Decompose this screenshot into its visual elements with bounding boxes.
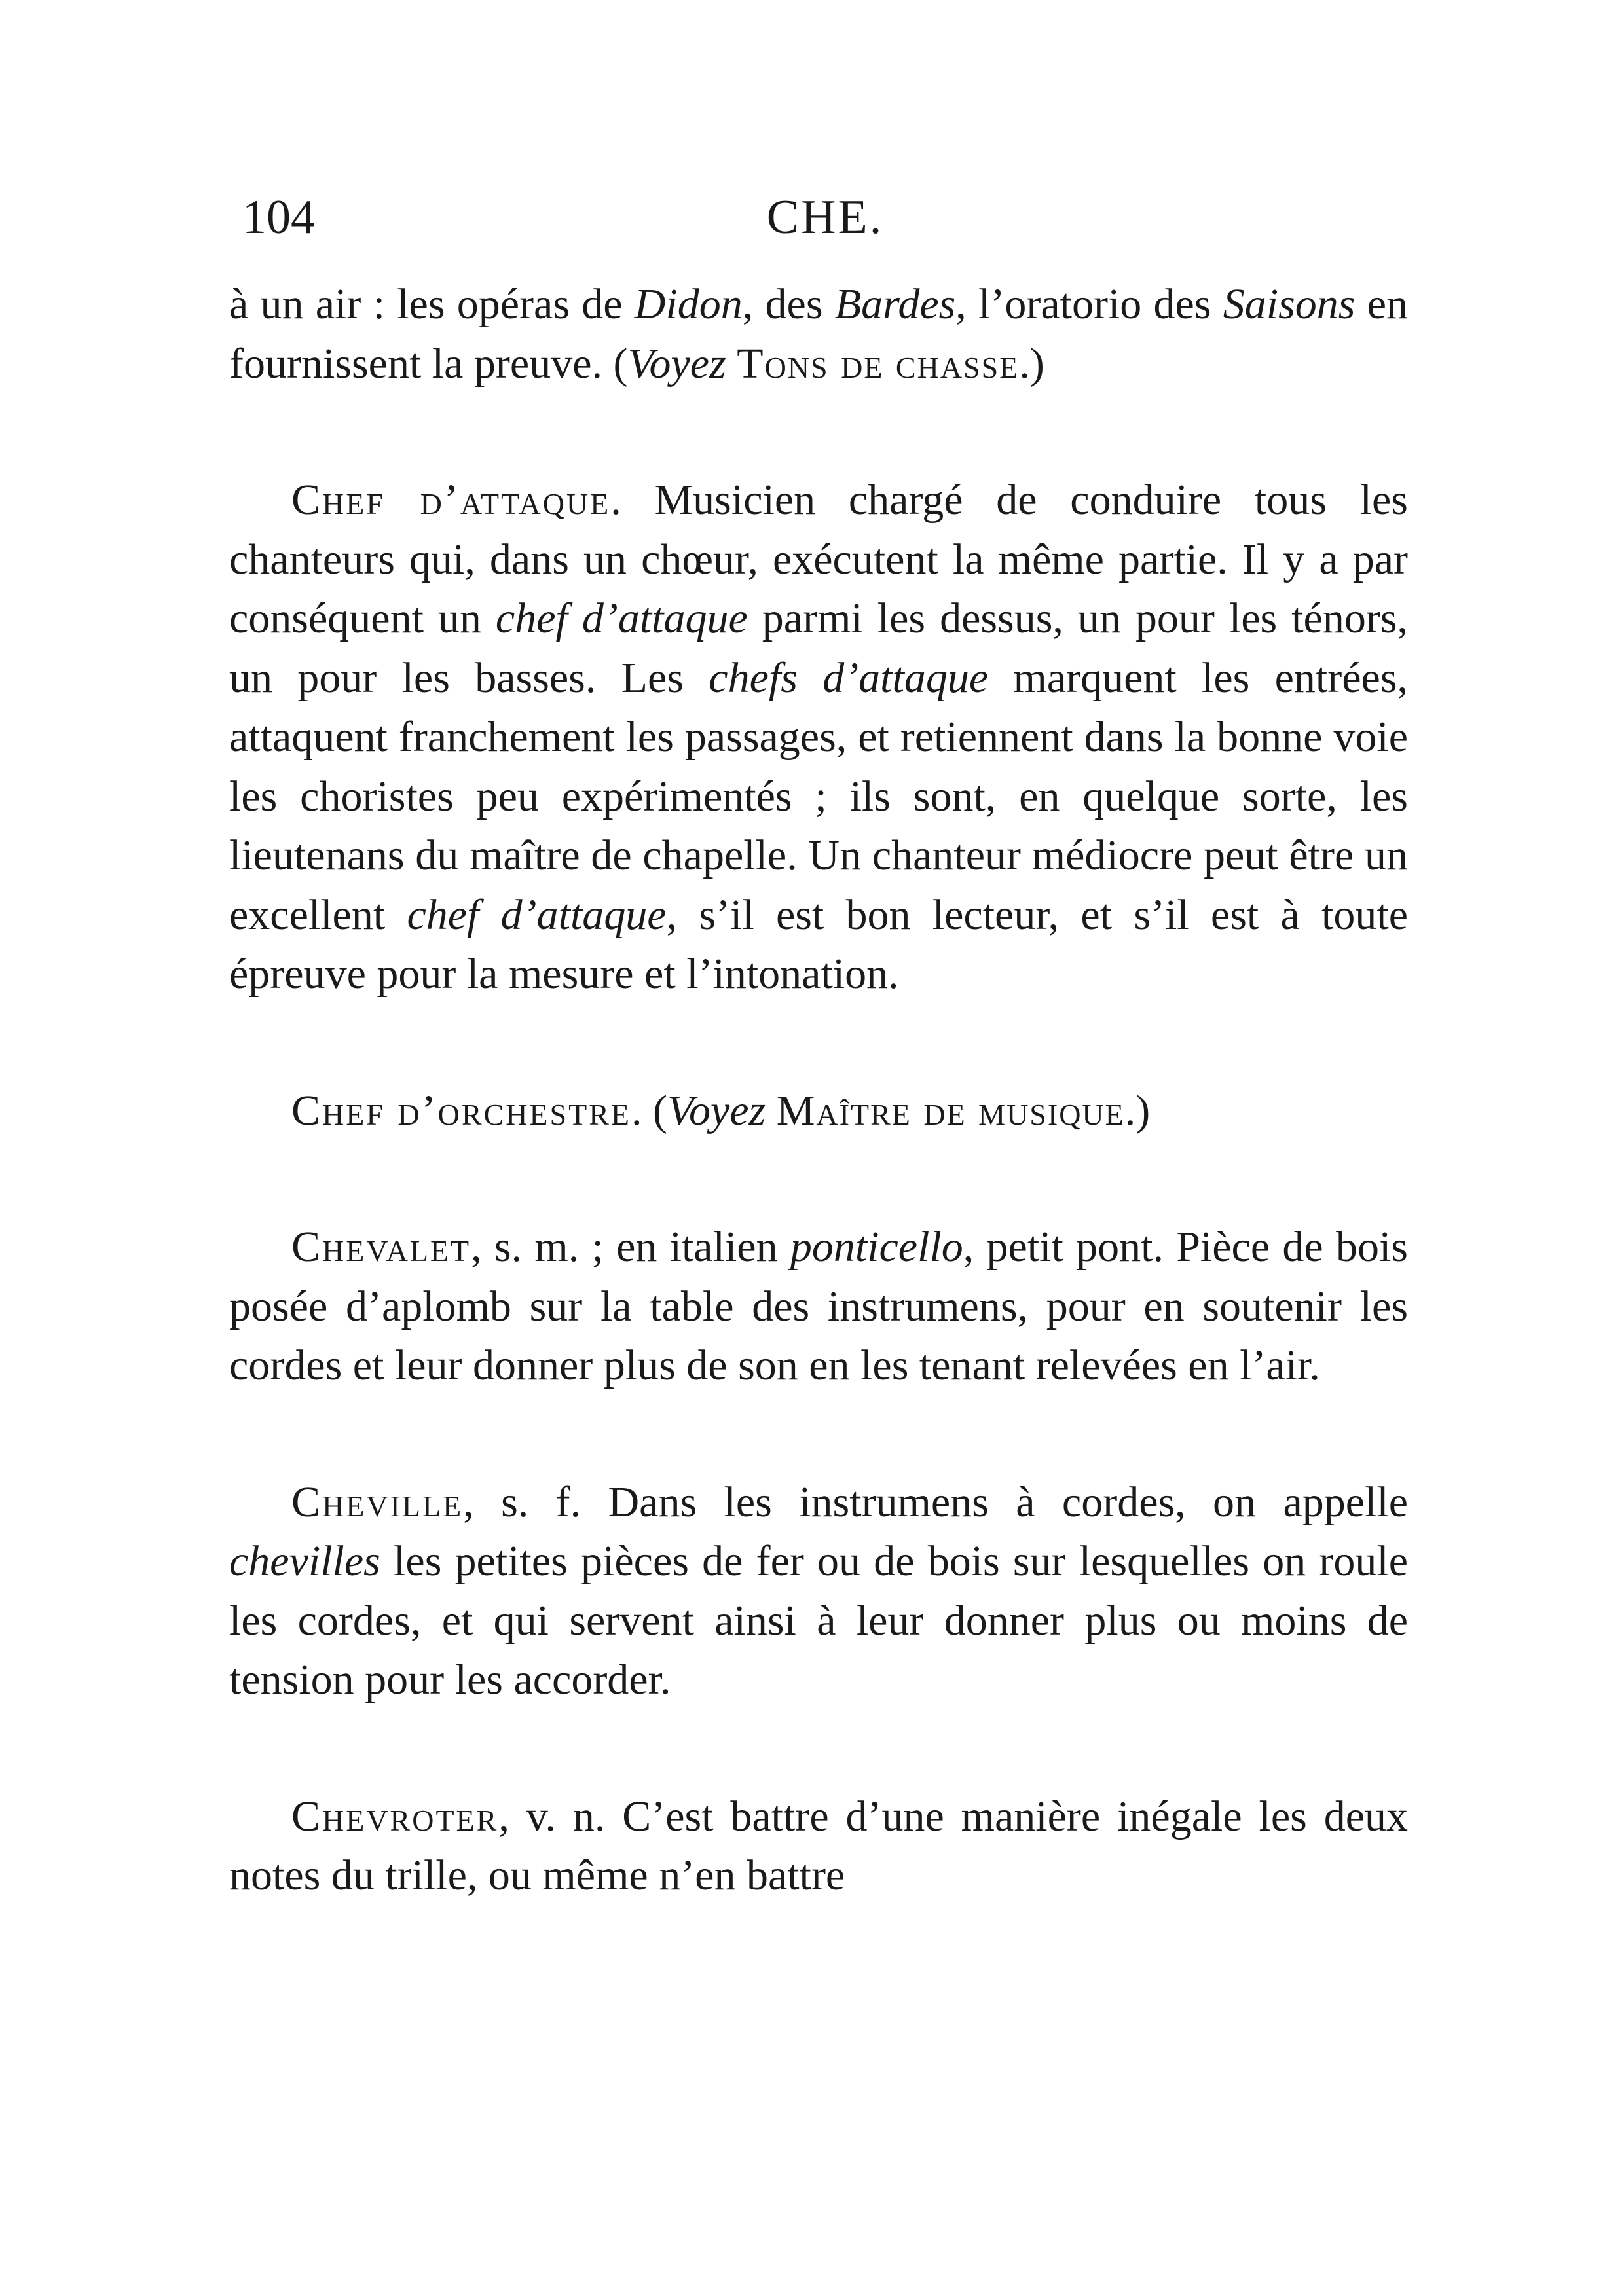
entry-headword: Chevroter: [291, 1792, 499, 1840]
text-segment: , des: [742, 280, 835, 328]
text-segment: . Musicien chargé de conduire tous les chanteurs qui, dans un chœur, exécutent la même partie. Il y a par conséquent un: [229, 476, 1408, 642]
text-segment: à un air : les opéras de: [229, 280, 635, 328]
text-segment: marquent les entrées, attaquent franchement les passages, et retiennent dans la bonne voie les choristes peu expérimentés ; ils sont, en quelque sorte, les lieutenans du maître de chapelle. Un chanteur médiocre peut être un excellent: [229, 653, 1409, 939]
text-segment: , s. m. ; en italien: [471, 1223, 790, 1271]
running-title: CHE.: [766, 191, 884, 244]
entry-headword: Chef d’attaque: [291, 476, 611, 524]
continuation-paragraph: [229, 275, 1408, 393]
text-segment: . (: [631, 1086, 667, 1135]
entry-chef-d-attaque: [229, 471, 1408, 1004]
text-segment: , l’oratorio des: [955, 280, 1223, 328]
page-text: [229, 275, 1408, 1906]
entry-headword: Cheville: [291, 1478, 464, 1526]
text-segment: en fournissent la preuve. (: [229, 280, 1409, 388]
italic-term: chevilles: [229, 1537, 380, 1585]
running-head: [242, 190, 1408, 249]
text-segment: [766, 1087, 777, 1135]
entry-chef-d-orchestre: [229, 1082, 1408, 1141]
text-segment: .): [1019, 339, 1044, 388]
text-segment: , v. n. C’est battre d’une manière inégale les deux notes du trille, ou même n’en battre: [229, 1792, 1408, 1899]
voyez-reference: Voyez: [667, 1086, 766, 1135]
text-segment: , s. f. Dans les instrumens à cordes, on appelle: [463, 1478, 1408, 1526]
italic-term: chefs d’attaque: [709, 653, 989, 702]
entry-headword: Chef d’orchestre: [291, 1086, 631, 1135]
text-segment: [726, 340, 737, 388]
italic-term: chef d’attaque: [495, 594, 748, 642]
text-segment: , s’il est bon lecteur, et s’il est à toute épreuve pour la mesure et l’intonation.: [229, 890, 1409, 998]
text-segment: , petit pont. Pièce de bois posée d’aplomb sur la table des instrumens, pour en soutenir les cordes et leur donner plus de son en les tenant relevées en l’air.: [229, 1223, 1408, 1389]
italic-title-bardes: Bardes: [834, 280, 956, 328]
voyez-reference: Voyez: [627, 339, 726, 388]
text-segment: parmi les dessus, un pour les ténors, un pour les basses. Les: [229, 594, 1409, 702]
italic-title-saisons: Saisons: [1223, 280, 1356, 328]
cross-reference: Tons de chasse: [737, 339, 1020, 388]
text-segment: les petites pièces de fer ou de bois sur lesquelles on roule les cordes, et qui servent ainsi à leur donner plus ou moins de tension pour les accorder.: [229, 1537, 1408, 1704]
italic-term: ponticello: [790, 1223, 963, 1271]
entry-cheville: [229, 1473, 1408, 1710]
entry-chevroter: [229, 1787, 1408, 1906]
text-segment: .): [1124, 1086, 1151, 1135]
italic-term: chef d’attaque: [407, 890, 667, 939]
entry-chevalet: [229, 1218, 1408, 1396]
entry-headword: Chevalet: [291, 1223, 471, 1271]
page-number: 104: [242, 191, 315, 244]
cross-reference: Maître de musique: [776, 1086, 1125, 1135]
italic-title-didon: Didon: [634, 280, 743, 328]
